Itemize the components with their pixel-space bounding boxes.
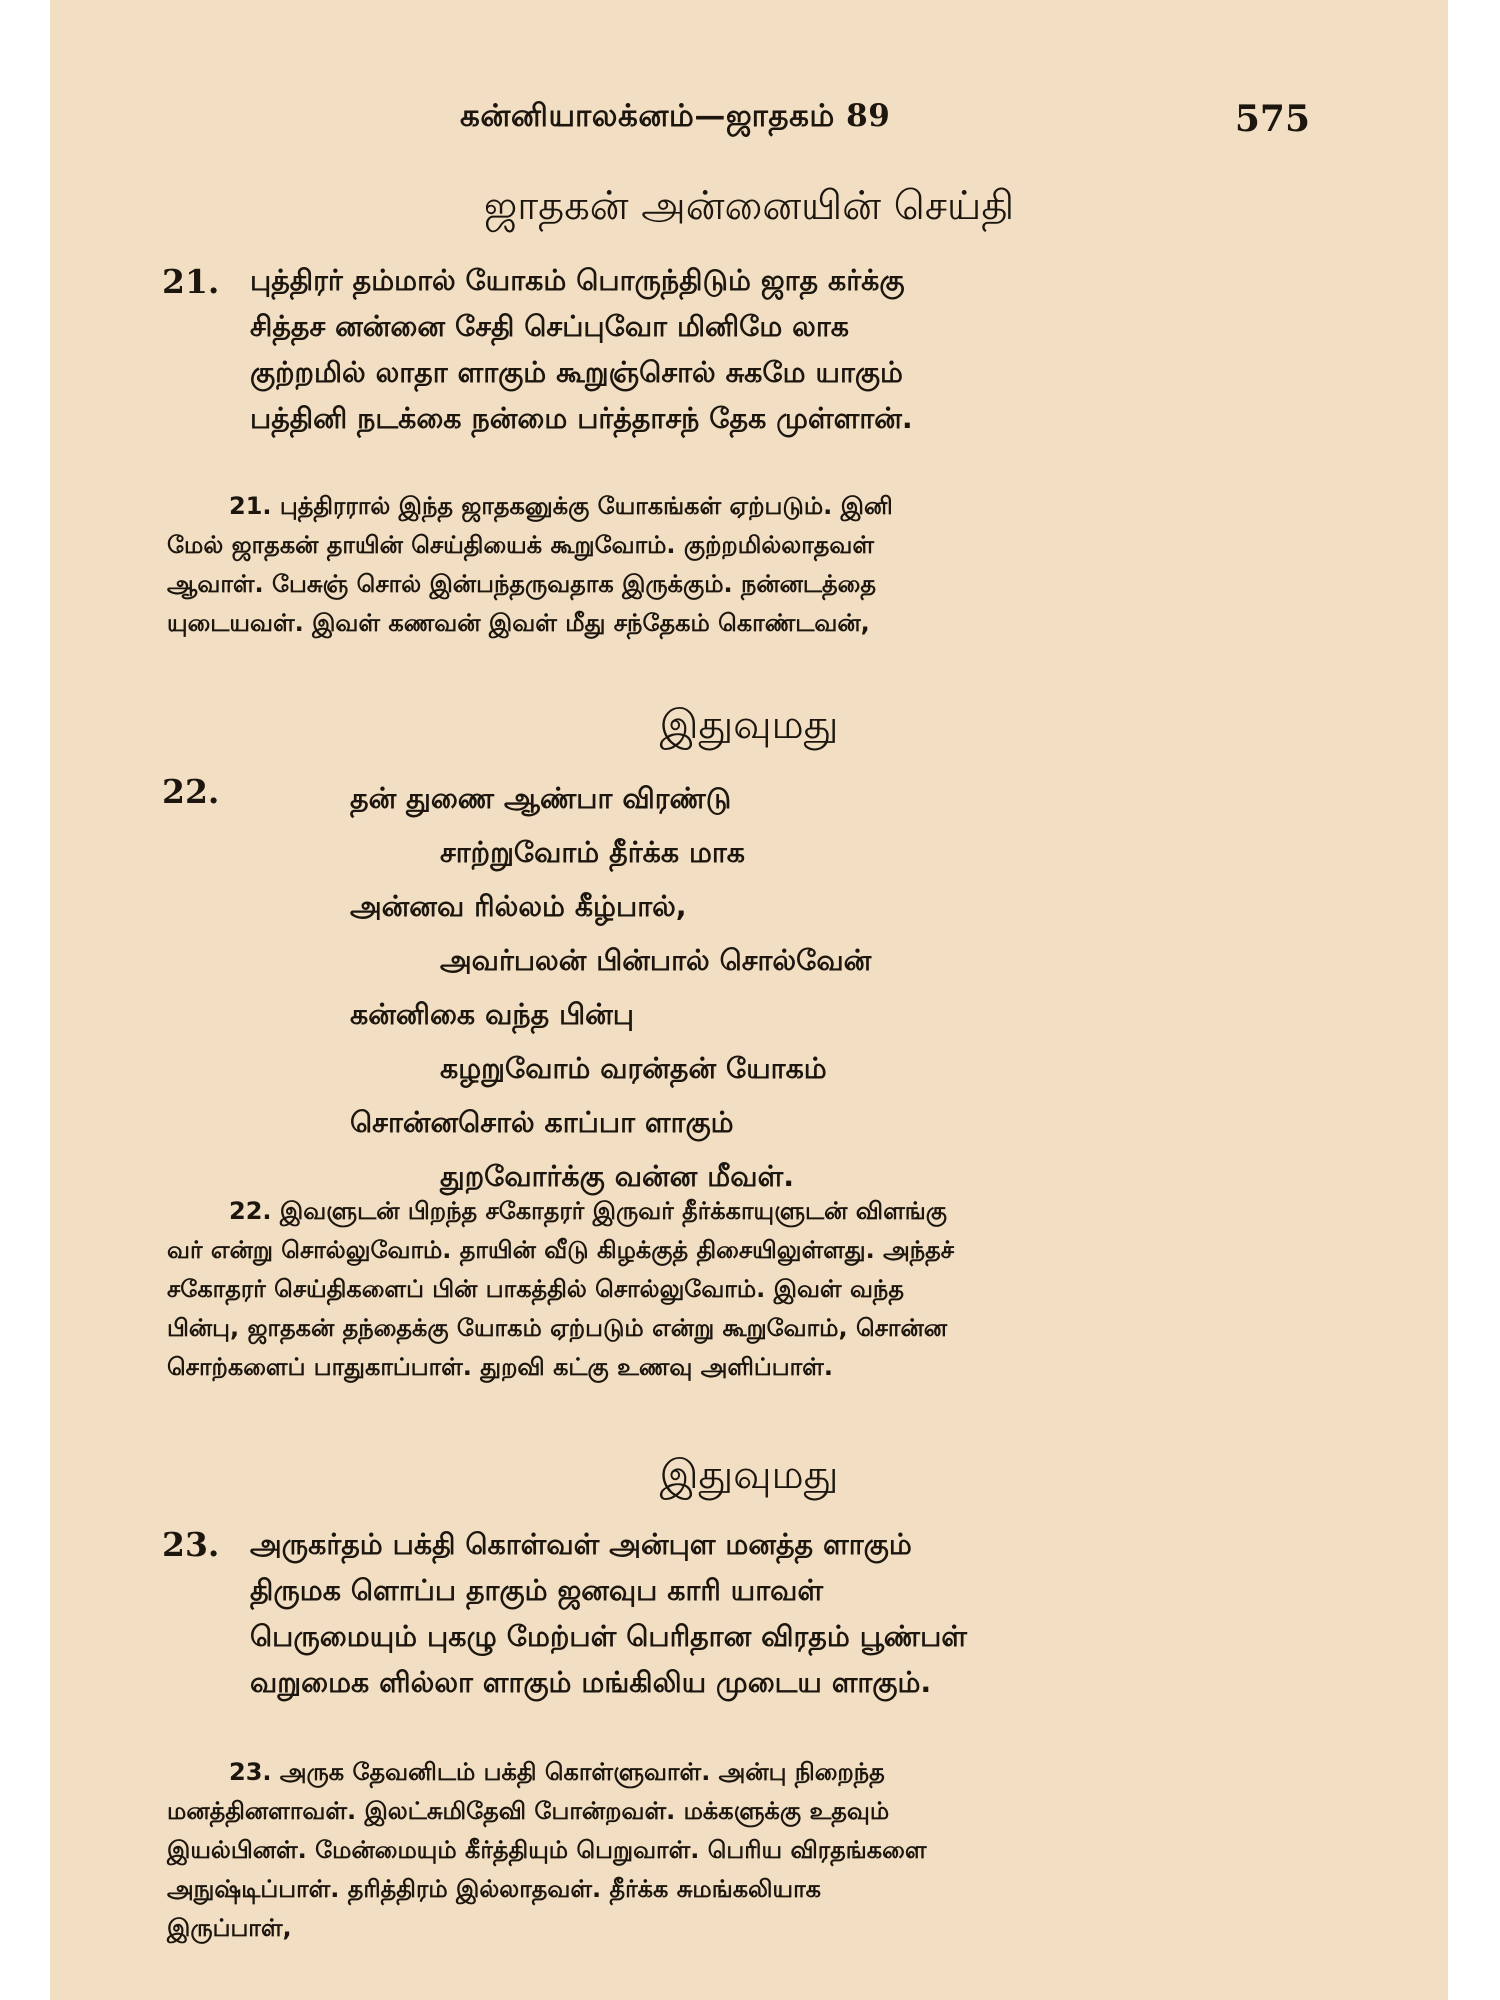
verse-line: கழறுவோம் வரன்தன் யோகம் bbox=[440, 1052, 827, 1085]
section-heading: இதுவுமது bbox=[659, 702, 839, 748]
commentary-line: அநுஷ்டிப்பாள். தரித்திரம் இல்லாதவள். தீர்க்க சுமங்கலியாக bbox=[167, 1875, 821, 1903]
commentary-line: சகோதரர் செய்திகளைப் பின் பாகத்தில் சொல்லுவோம். இவள் வந்த bbox=[167, 1275, 904, 1303]
verse-number: 22. bbox=[162, 772, 220, 811]
commentary-line: மனத்தினளாவள். இலட்சுமிதேவி போன்றவள். மக்களுக்கு உதவும் bbox=[167, 1797, 890, 1825]
page-header bbox=[50, 98, 1448, 142]
commentary-line: ஆவாள். பேசுஞ் சொல் இன்பந்தருவதாக இருக்கும். நன்னடத்தை bbox=[167, 570, 876, 598]
commentary-line: யுடையவள். இவள் கணவன் இவள் மீது சந்தேகம் கொண்டவன், bbox=[167, 609, 870, 637]
verse-line: துறவோர்க்கு வன்ன மீவள். bbox=[440, 1160, 795, 1193]
verse-line: வறுமைக ளில்லா ளாகும் மங்கிலிய முடைய ளாகும். bbox=[250, 1666, 932, 1699]
verse-line: பெருமையும் புகழு மேற்பள் பெரிதான விரதம் பூண்பள் bbox=[250, 1620, 967, 1653]
commentary-block bbox=[167, 1192, 1357, 1387]
verse-line: அன்னவ ரில்லம் கீழ்பால், bbox=[350, 890, 687, 923]
commentary-line: 22. இவளுடன் பிறந்த சகோதரர் இருவர் தீர்க்காயுளுடன் விளங்கு bbox=[229, 1197, 947, 1225]
commentary-line: மேல் ஜாதகன் தாயின் செய்தியைக் கூறுவோம். குற்றமில்லாதவள் bbox=[167, 531, 875, 559]
commentary-line: வர் என்று சொல்லுவோம். தாயின் வீடு கிழக்குத் திசையிலுள்ளது. அந்தச் bbox=[167, 1236, 955, 1264]
verse-line: சொன்னசொல் காப்பா ளாகும் bbox=[350, 1106, 734, 1139]
verse-line: பத்தினி நடக்கை நன்மை பர்த்தாசந் தேக முள்ளான். bbox=[250, 402, 913, 435]
verse-line: புத்திரர் தம்மால் யோகம் பொருந்திடும் ஜாத கர்க்கு bbox=[250, 264, 905, 297]
verse-line: திருமக ளொப்ப தாகும் ஜனவுப காரி யாவள் bbox=[250, 1574, 824, 1607]
verse-block bbox=[250, 1522, 967, 1706]
commentary-block bbox=[167, 487, 1357, 643]
commentary-line: சொற்களைப் பாதுகாப்பாள். துறவி கட்கு உணவு அளிப்பாள். bbox=[167, 1353, 833, 1381]
verse-line: தன் துணை ஆண்பா விரண்டு bbox=[350, 782, 732, 815]
section-heading: இதுவுமது bbox=[659, 1452, 839, 1498]
verse-line: சாற்றுவோம் தீர்க்க மாக bbox=[440, 836, 746, 869]
commentary-block bbox=[167, 1753, 1357, 1948]
verse-line: கன்னிகை வந்த பின்பு bbox=[350, 998, 634, 1031]
commentary-line: இருப்பாள், bbox=[167, 1914, 292, 1942]
section-heading: ஜாதகன் அன்னையின் செய்தி bbox=[483, 183, 1015, 229]
commentary-line: பின்பு, ஜாதகன் தந்தைக்கு யோகம் ஏற்படும் என்று கூறுவோம், சொன்ன bbox=[167, 1314, 948, 1342]
commentary-line: இயல்பினள். மேன்மையும் கீர்த்தியும் பெறுவாள். பெரிய விரதங்களை bbox=[167, 1836, 927, 1864]
commentary-line: 23. அருக தேவனிடம் பக்தி கொள்ளுவாள். அன்பு நிறைந்த bbox=[229, 1758, 885, 1786]
verse-line: சித்தச னன்னை சேதி செப்புவோ மினிமே லாக bbox=[250, 310, 849, 343]
verse-line: அவர்பலன் பின்பால் சொல்வேன் bbox=[440, 944, 872, 977]
verse-number: 23. bbox=[162, 1525, 220, 1564]
running-title: கன்னியாலக்னம்—ஜாதகம் 89 bbox=[460, 98, 891, 134]
verse-line: குற்றமில் லாதா ளாகும் கூறுஞ்சொல் சுகமே யாகும் bbox=[250, 356, 903, 389]
verse-line: அருகர்தம் பக்தி கொள்வள் அன்புள மனத்த ளாகும் bbox=[250, 1528, 912, 1561]
page-number: 575 bbox=[1234, 98, 1310, 140]
commentary-line: 21. புத்திரரால் இந்த ஜாதகனுக்கு யோகங்கள் ஏற்படும். இனி bbox=[229, 492, 893, 520]
book-page bbox=[50, 0, 1448, 2000]
verse-block bbox=[350, 772, 871, 1204]
verse-block bbox=[250, 258, 913, 442]
verse-number: 21. bbox=[162, 262, 220, 301]
